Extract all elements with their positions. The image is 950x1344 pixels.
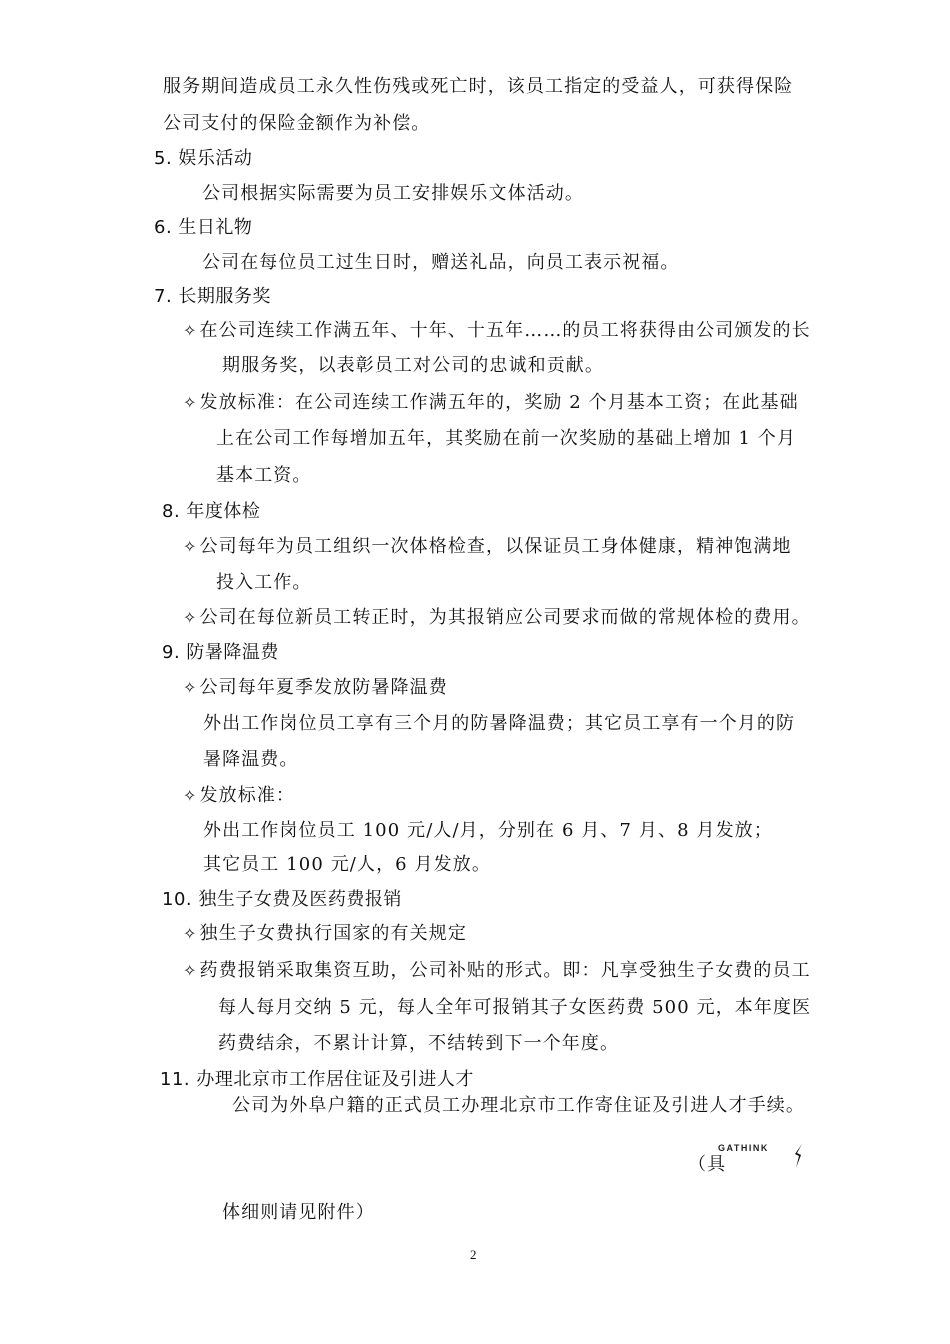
bullet-line: ✧ 公司每年为员工组织一次体格检查，以保证员工身体健康，精神饱满地	[183, 536, 792, 557]
section-heading: 7. 长期服务奖	[154, 286, 271, 307]
intro-line: 服务期间造成员工永久性伤残或死亡时，该员工指定的受益人，可获得保险	[163, 76, 794, 97]
paragraph-line: 上在公司工作每增加五年，其奖励在前一次奖励的基础上增加 1 个月	[216, 428, 797, 449]
paragraph-line: 其它员工 100 元/人，6 月发放。	[203, 854, 491, 875]
page-number: 2	[470, 1247, 477, 1262]
paragraph-line: 基本工资。	[216, 465, 312, 486]
footnote-part: （具	[688, 1154, 727, 1175]
section-heading: 8. 年度体检	[162, 501, 261, 522]
footnote-part: 体细则请见附件）	[222, 1202, 375, 1223]
bullet-icon: ✧	[183, 393, 198, 412]
section-heading: 9. 防暑降温费	[162, 642, 279, 663]
paragraph-line: 每人每月交纳 5 元，每人全年可报销其子女医药费 500 元，本年度医	[218, 997, 812, 1018]
paragraph-line: 公司根据实际需要为员工安排娱乐文体活动。	[202, 183, 584, 204]
bullet-line: ✧ 独生子女费执行国家的有关规定	[183, 923, 467, 944]
bullet-icon: ✧	[183, 537, 198, 556]
bullet-icon: ✧	[183, 608, 198, 627]
bullet-icon: ✧	[183, 321, 198, 340]
bullet-line: ✧ 药费报销采取集资互助，公司补贴的形式。即：凡享受独生子女费的员工	[183, 960, 811, 981]
bullet-line: ✧ 公司在每位新员工转正时，为其报销应公司要求而做的常规体检的费用。	[183, 607, 811, 628]
bullet-icon: ✧	[183, 786, 198, 805]
gathink-logo-icon	[793, 1143, 805, 1169]
bullet-icon: ✧	[183, 924, 198, 943]
gathink-logo-text: GATHINK	[718, 1143, 769, 1153]
intro-line: 公司支付的保险金额作为补偿。	[163, 113, 431, 134]
bullet-line: ✧ 公司每年夏季发放防暑降温费	[183, 677, 448, 698]
section-heading: 10. 独生子女费及医药费报销	[162, 889, 402, 910]
bullet-line: ✧ 在公司连续工作满五年、十年、十五年……的员工将获得由公司颁发的长	[183, 320, 811, 341]
paragraph-line: 投入工作。	[216, 572, 312, 593]
bullet-line: ✧ 发放标准：在公司连续工作满五年的，奖励 2 个月基本工资；在此基础	[183, 392, 799, 413]
paragraph-line: 暑降温费。	[203, 749, 299, 770]
paragraph-line: 公司为外阜户籍的正式员工办理北京市工作寄住证及引进人才手续。	[232, 1095, 805, 1116]
bullet-line: ✧ 发放标准：	[183, 785, 296, 806]
section-heading: 6. 生日礼物	[154, 217, 253, 238]
paragraph-line: 外出工作岗位员工享有三个月的防暑降温费；其它员工享有一个月的防	[203, 713, 796, 734]
section-heading: 11. 办理北京市工作居住证及引进人才	[160, 1069, 474, 1090]
section-heading: 5. 娱乐活动	[154, 148, 253, 169]
paragraph-line: 公司在每位员工过生日时，赠送礼品，向员工表示祝福。	[202, 252, 680, 273]
paragraph-line: 药费结余，不累计计算，不结转到下一个年度。	[218, 1033, 620, 1054]
bullet-icon: ✧	[183, 961, 198, 980]
bullet-icon: ✧	[183, 678, 198, 697]
paragraph-line: 期服务奖，以表彰员工对公司的忠诚和贡献。	[222, 355, 604, 376]
paragraph-line: 外出工作岗位员工 100 元/人/月，分别在 6 月、7 月、8 月发放；	[203, 820, 773, 841]
